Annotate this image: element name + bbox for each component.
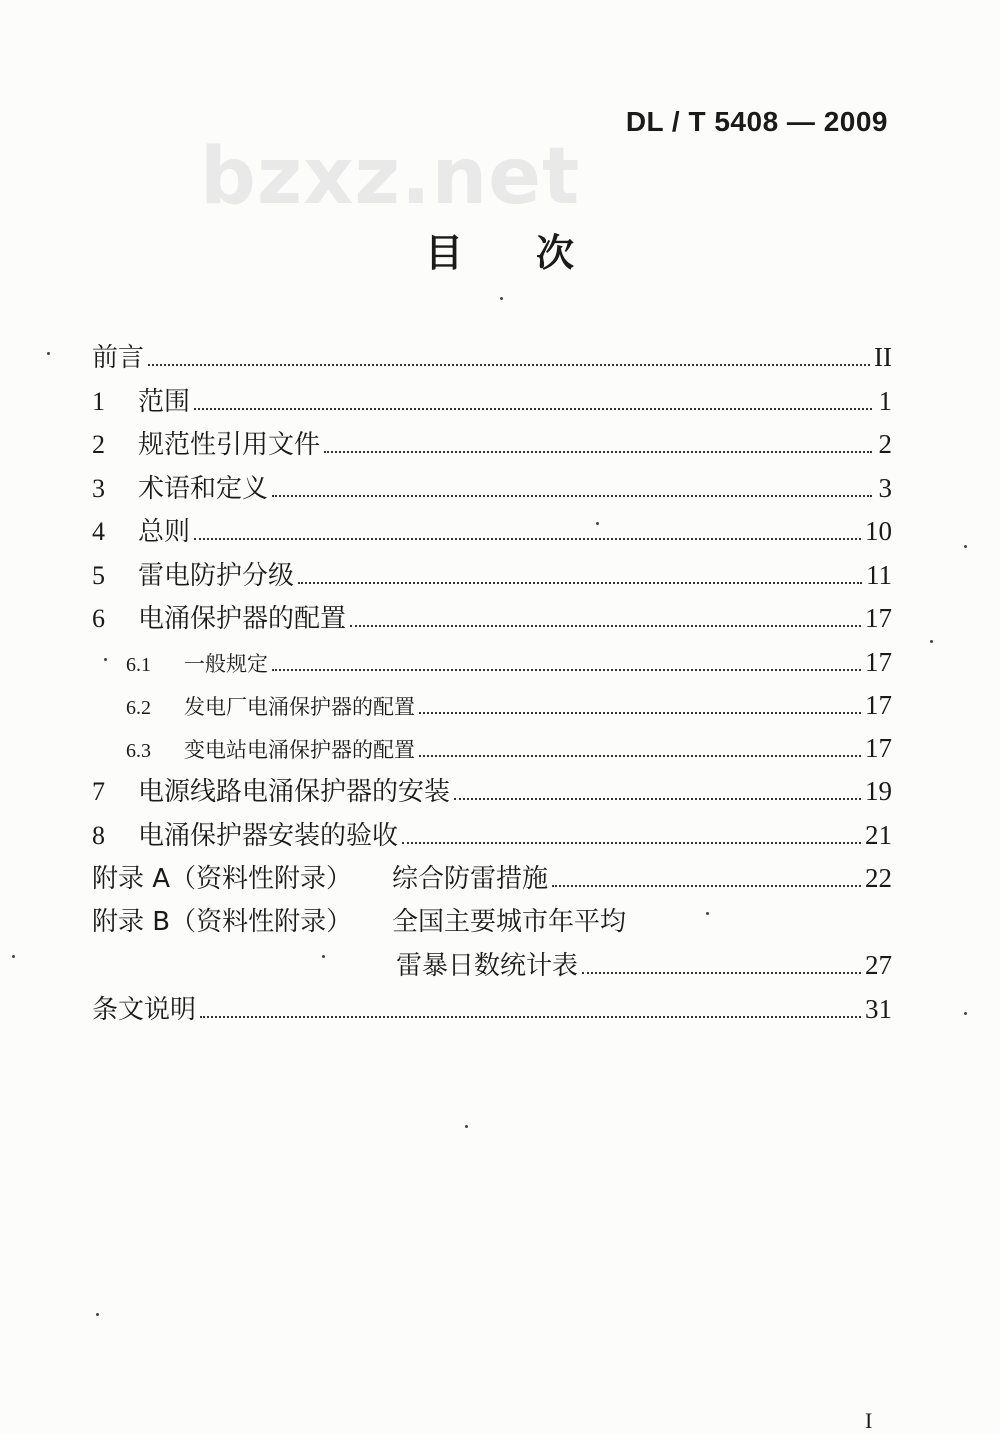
page-title-char-2: 次	[536, 231, 576, 275]
page-title-char-1: 目	[424, 231, 464, 275]
toc-page-number: 11	[866, 559, 892, 590]
dot-leader	[402, 841, 861, 844]
toc-page-number: 22	[865, 863, 892, 894]
scan-speck	[322, 955, 325, 958]
dot-leader	[194, 537, 861, 540]
scan-speck	[465, 1125, 468, 1128]
toc-entry-3[interactable]	[92, 467, 892, 511]
toc-section-number: 4	[92, 517, 105, 546]
scan-speck	[964, 1012, 967, 1015]
toc-entry-title: 规范性引用文件	[138, 430, 321, 460]
toc-section-number: 6.3	[126, 740, 151, 763]
toc-entry-title: 范围	[138, 386, 191, 417]
toc-section-number: 6	[92, 604, 105, 633]
toc-section-number: 3	[92, 473, 105, 503]
page-folio: I	[865, 1408, 873, 1433]
standard-number: DL / T 5408 — 2009	[625, 106, 888, 137]
scan-speck	[12, 955, 15, 958]
toc-section-number: 2	[92, 430, 105, 459]
toc-page-number: 27	[865, 950, 892, 981]
toc-page-number: 19	[865, 776, 892, 807]
dot-leader	[419, 754, 861, 757]
dot-leader	[350, 624, 861, 627]
table-of-contents	[92, 336, 892, 1031]
toc-page-number: 17	[865, 733, 892, 764]
toc-page-number: 31	[865, 993, 892, 1024]
toc-entry-appendix-a[interactable]	[92, 857, 892, 901]
toc-entry-title: 综合防雷措施	[392, 864, 549, 895]
toc-entry-title: 总则	[138, 517, 191, 547]
scan-speck	[706, 912, 709, 915]
scan-speck	[104, 658, 107, 661]
toc-entry-title: 条文说明	[92, 994, 197, 1025]
toc-page-number: 3	[878, 472, 892, 503]
toc-entry-6-1[interactable]	[92, 641, 892, 684]
dot-leader	[148, 363, 870, 366]
scan-speck	[596, 522, 599, 525]
toc-entry-6[interactable]	[92, 597, 892, 641]
dot-leader	[454, 797, 861, 800]
toc-page-number: 17	[865, 689, 892, 720]
toc-section-number: 5	[92, 560, 105, 590]
toc-entry-appendix-b[interactable]	[92, 901, 892, 945]
toc-entry-title: 电源线路电涌保护器的安装	[138, 777, 451, 808]
toc-entry-title: 术语和定义	[138, 473, 269, 504]
dot-leader	[272, 668, 861, 671]
toc-entry-explanation[interactable]	[92, 988, 892, 1032]
toc-entry-title: 全国主要城市年平均	[392, 906, 627, 937]
dot-leader	[272, 494, 872, 497]
dot-leader	[419, 711, 861, 714]
toc-entry-title: 变电站电涌保护器的配置	[184, 738, 415, 763]
toc-section-number: 6.1	[126, 653, 151, 676]
page-title	[0, 222, 1000, 277]
toc-entry-title: 雷暴日数统计表	[396, 951, 579, 982]
dot-leader	[194, 407, 872, 410]
dot-leader	[324, 450, 872, 453]
watermark: bzxz.net	[200, 132, 581, 222]
toc-entry-5[interactable]	[92, 554, 892, 598]
toc-section-number: 8	[92, 820, 105, 850]
toc-entry-7[interactable]	[92, 770, 892, 814]
scan-speck	[47, 352, 50, 355]
toc-entry-6-3[interactable]	[92, 727, 892, 770]
toc-entry-title: 一般规定	[184, 651, 268, 676]
toc-entry-6-2[interactable]	[92, 684, 892, 727]
toc-page-number: 2	[878, 429, 892, 459]
toc-entry-title: 雷电防护分级	[138, 560, 295, 591]
dot-leader	[298, 581, 862, 584]
toc-section-number: 6.2	[126, 696, 151, 719]
toc-entry-8[interactable]	[92, 814, 892, 858]
scan-speck	[500, 297, 503, 300]
toc-page-number: 10	[865, 516, 892, 546]
appendix-prefix: 附录 B（资料性附录）	[92, 906, 353, 937]
toc-entry-appendix-b-continued[interactable]	[92, 944, 892, 988]
toc-entry-title: 发电厂电涌保护器的配置	[184, 694, 415, 719]
toc-section-number: 1	[92, 386, 105, 416]
toc-entry-1[interactable]	[92, 380, 892, 424]
dot-leader	[552, 884, 861, 887]
appendix-prefix: 附录 A（资料性附录）	[92, 864, 353, 895]
scan-speck	[964, 545, 967, 548]
toc-section-number: 7	[92, 777, 105, 807]
toc-page-number: II	[874, 342, 892, 372]
toc-page-number: 17	[865, 646, 892, 677]
toc-entry-title: 电涌保护器安装的验收	[138, 820, 399, 851]
toc-entry-4[interactable]	[92, 510, 892, 554]
toc-entry-title: 前言	[92, 343, 145, 373]
toc-entry-2[interactable]	[92, 423, 892, 467]
scan-speck	[930, 640, 933, 643]
dot-leader	[582, 971, 861, 974]
toc-page-number: 17	[865, 603, 892, 633]
toc-entry-foreword[interactable]	[92, 336, 892, 380]
dot-leader	[200, 1015, 861, 1018]
scan-speck	[96, 1313, 99, 1316]
toc-entry-title: 电涌保护器的配置	[138, 604, 347, 634]
toc-page-number: 1	[878, 385, 892, 416]
toc-page-number: 21	[865, 819, 892, 850]
